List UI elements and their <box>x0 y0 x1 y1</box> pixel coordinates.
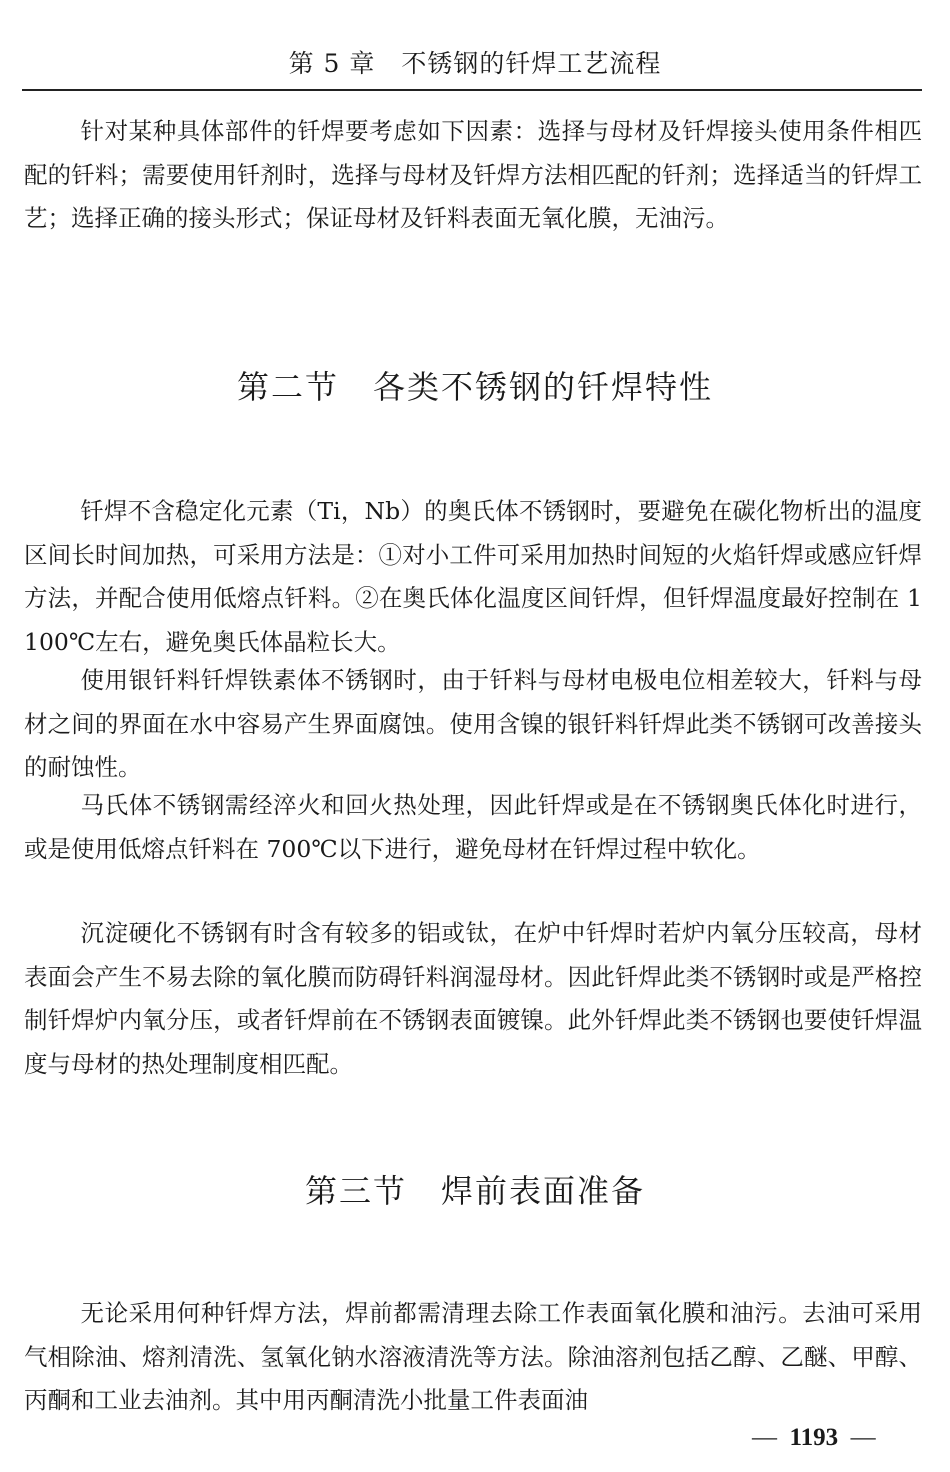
section-3-heading: 第三节 焊前表面准备 <box>304 1172 645 1210</box>
section-2-paragraph-3: 马氏体不锈钢需经淬火和回火热处理，因此钎焊或是在不锈钢奥氏体化时进行，或是使用低熔点钎料在 700℃以下进行，避免母材在钎焊过程中软化。 <box>24 791 922 863</box>
page-number-dash-left: — <box>752 1424 777 1451</box>
section-2-paragraph-1: 钎焊不含稳定化元素（Ti，Nb）的奥氏体不锈钢时，要避免在碳化物析出的温度区间长时间加热，可采用方法是：①对小工件可采用加热时间短的火焰钎焊或感应钎焊方法，并配合使用低熔点钎料。②在奥氏体化温度区间钎焊，但钎焊温度最好控制在 1 100℃左右，避免奥氏体晶粒长大。 <box>24 497 922 656</box>
section-3-paragraph-1: 无论采用何种钎焊方法，焊前都需清理去除工作表面氧化膜和油污。去油可采用气相除油、熔剂清洗、氢氧化钠水溶液清洗等方法。除油溶剂包括乙醇、乙醚、甲醇、丙酮和工业去油剂。其中用丙酮清洗小批量工件表面油 <box>24 1299 922 1414</box>
section-2-heading: 第二节 各类不锈钢的钎焊特性 <box>236 368 713 406</box>
running-header: 第 5 章 不锈钢的钎焊工艺流程 <box>288 49 662 78</box>
intro-paragraph: 针对某种具体部件的钎焊要考虑如下因素：选择与母材及钎焊接头使用条件相匹配的钎料；需要使用钎剂时，选择与母材及钎焊方法相匹配的钎剂；选择适当的钎焊工艺；选择正确的接头形式；保证母材及钎料表面无氧化膜，无油污。 <box>24 117 922 232</box>
section-2-paragraph-4: 沉淀硬化不锈钢有时含有较多的铝或钛，在炉中钎焊时若炉内氧分压较高，母材表面会产生不易去除的氧化膜而防碍钎料润湿母材。因此钎焊此类不锈钢时或是严格控制钎焊炉内氧分压，或者钎焊前在不锈钢表面镀镍。此外钎焊此类不锈钢也要使钎焊温度与母材的热处理制度相匹配。 <box>24 919 922 1078</box>
page-number <box>752 1424 876 1452</box>
page-number-value: 1193 <box>789 1424 839 1451</box>
header-rule <box>22 89 922 91</box>
section-2-paragraph-2: 使用银钎料钎焊铁素体不锈钢时，由于钎料与母材电极电位相差较大，钎料与母材之间的界面在水中容易产生界面腐蚀。使用含镍的银钎料钎焊此类不锈钢可改善接头的耐蚀性。 <box>24 666 922 781</box>
page-number-dash-right: — <box>850 1424 876 1451</box>
